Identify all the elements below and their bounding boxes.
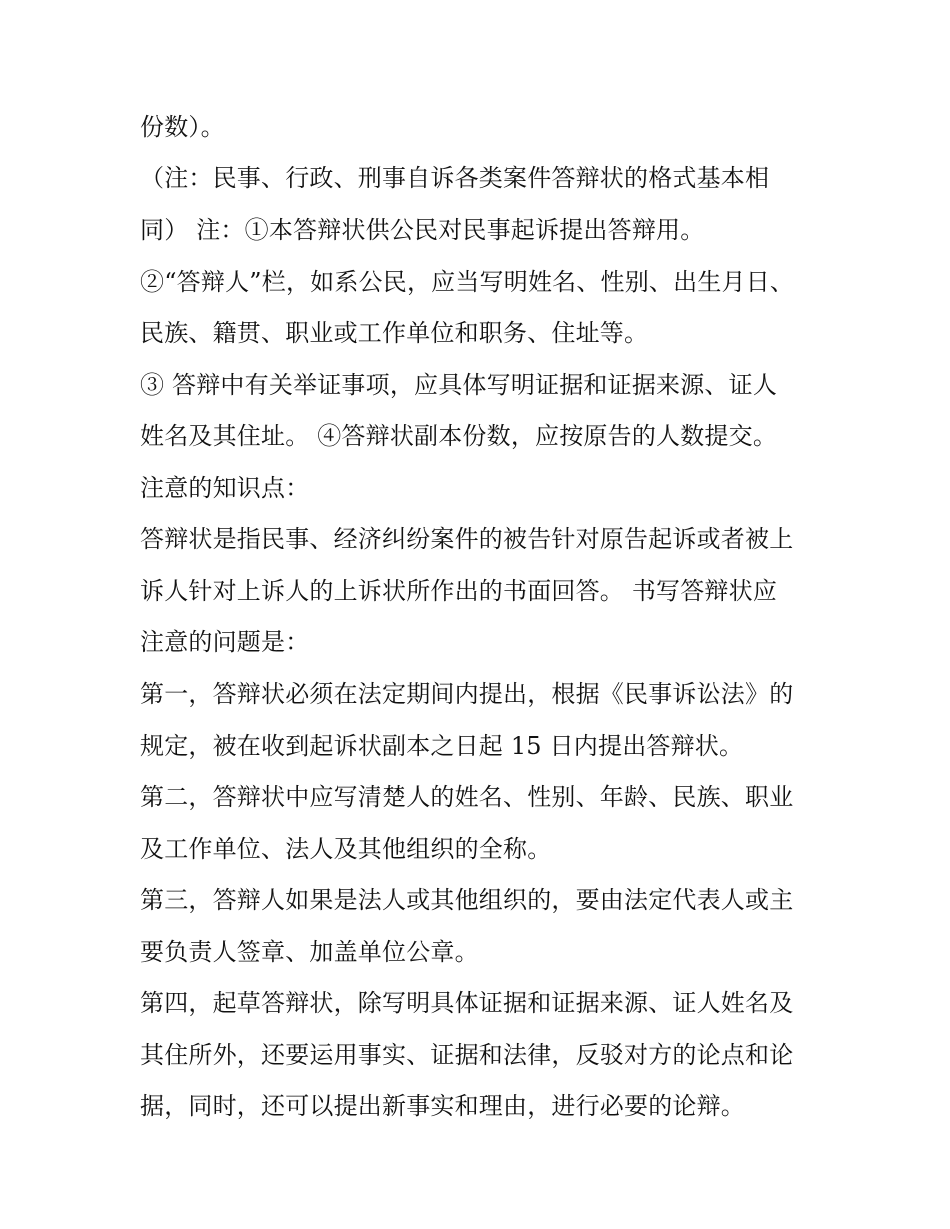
text-line: 同） 注：①本答辩状供公民对民事起诉提出答辩用。 — [140, 216, 705, 244]
text-line: 第二，答辩状中应写清楚人的姓名、性别、年龄、民族、职业 — [140, 783, 794, 811]
text-line: 第四，起草答辩状，除写明具体证据和证据来源、证人姓名及 — [140, 989, 794, 1017]
text-line: 民族、籍贯、职业或工作单位和职务、住址等。 — [140, 319, 649, 347]
text-line: 姓名及其住址。 ④答辩状副本份数，应按原告的人数提交。 — [140, 422, 778, 450]
text-line: 规定，被在收到起诉状副本之日起 15 日内提出答辩状。 — [140, 732, 744, 760]
section-heading: 注意的知识点： — [140, 474, 310, 502]
text-line: ③ 答辩中有关举证事项，应具体写明证据和证据来源、证人 — [140, 371, 778, 399]
text-line: ②“答辩人”栏，如系公民，应当写明姓名、性别、出生月日、 — [140, 268, 795, 296]
text-line: 其住所外，还要运用事实、证据和法律，反驳对方的论点和论 — [140, 1041, 794, 1069]
text-line: 第一，答辩状必须在法定期间内提出，根据《民事诉讼法》的 — [140, 680, 794, 708]
text-line: （注：民事、行政、刑事自诉各类案件答辩状的格式基本相 — [140, 164, 770, 192]
text-line: 份数）。 — [140, 113, 225, 141]
text-line: 答辩状是指民事、经济纠纷案件的被告针对原告起诉或者被上 — [140, 525, 794, 553]
text-line: 据，同时，还可以提出新事实和理由，进行必要的论辩。 — [140, 1092, 745, 1120]
text-line: 要负责人签章、加盖单位公章。 — [140, 938, 479, 966]
text-line: 注意的问题是： — [140, 628, 310, 656]
text-line: 诉人针对上诉人的上诉状所作出的书面回答。 书写答辩状应 — [140, 577, 778, 605]
text-line: 及工作单位、法人及其他组织的全称。 — [140, 835, 552, 863]
text-line: 第三，答辩人如果是法人或其他组织的，要由法定代表人或主 — [140, 886, 794, 914]
